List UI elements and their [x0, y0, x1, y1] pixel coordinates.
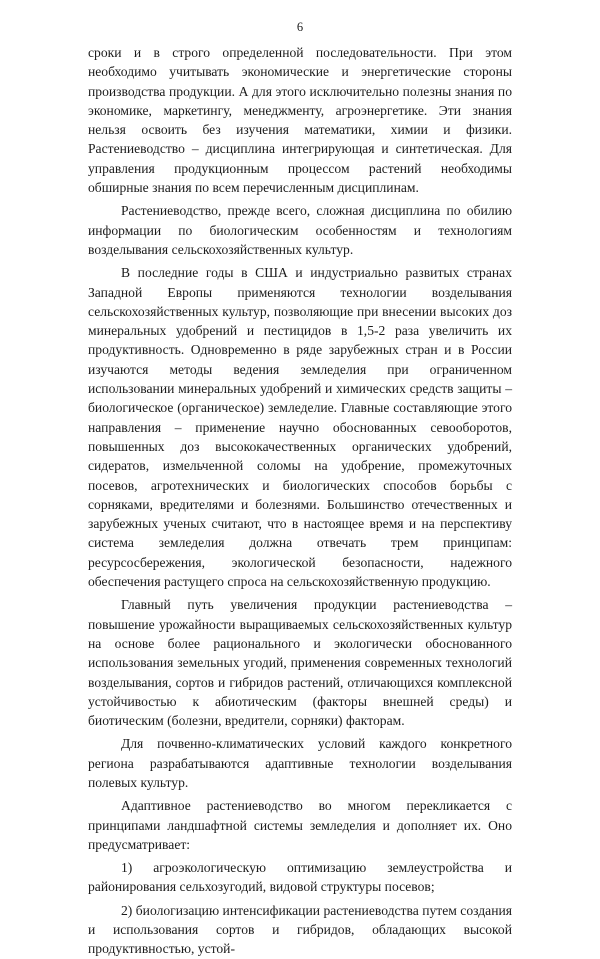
- paragraph-western-technologies: В последние годы в США и индустриально развитых странах Западной Европы применяются технологии возделывания сельскохозяйственных культур, позволяющие при внесении высоких доз минеральных удобрений и пестицидов в 1,5-2 раза увеличить их продуктивность. Одновременно в ряде зарубежных стран и в России изучаются методы ведения земледелия при ограниченном использовании минеральных удобрений и химических средств защиты – биологическое (органическое) земледелие. Главные составляющие этого направления – применение научно обоснованных севооборотов, повышенных доз высококачественных органических удобрений, сидератов, измельченной соломы на удобрение, промежуточных посевов, агротехнических и биологических способов борьбы с сорняками, вредителями и болезнями. Большинство отечественных и зарубежных ученых считают, что в настоящее время и на перспективу система земледелия должна отвечать трем принципам: ресурсосбережения, экологической безопасности, надежного обеспечения растущего спроса на сельскохозяйственную продукцию.: [88, 265, 512, 590]
- page-number: 6: [296, 20, 304, 34]
- paragraph-regional-technologies: Для почвенно-климатических условий каждого конкретного региона разрабатываются адаптивные технологии возделывания полевых культур.: [88, 736, 512, 790]
- body-text: [88, 43, 512, 959]
- list-item-1: 1) агроэкологическую оптимизацию землеустройства и районирования сельхозугодий, видовой структуры посевов;: [88, 860, 512, 895]
- paragraph-continuation: сроки и в строго определенной последовательности. При этом необходимо учитывать экономические и энергетические стороны производства продукции. А для этого исключительно полезны знания по экономике, маркетингу, менеджменту, агроэнергетике. Эти знания нельзя освоить без изучения математики, химии и физики. Растениеводство – дисциплина интегрирующая и синтетическая. Для управления продукционным процессом растений необходимы обширные знания по всем перечисленным дисциплинам.: [88, 45, 512, 196]
- paragraph-plant-growing-complexity: Растениеводство, прежде всего, сложная дисциплина по обилию информации по биологическим особенностям и технологиям возделывания сельскохозяйственных культур.: [88, 203, 512, 257]
- paragraph-main-path: Главный путь увеличения продукции растениеводства – повышение урожайности выращиваемых сельскохозяйственных культур на основе более рационального и экологически обоснованного использования земельных угодий, применения современных технологий возделывания, сортов и гибридов растений, отличающихся комплексной устойчивостью к абиотическим (факторы внешней среды) и биотическим (болезни, вредители, сорняки) факторам.: [88, 597, 512, 729]
- list-item-2: 2) биологизацию интенсификации растениеводства путем создания и использования сортов и гибридов, обладающих высокой продуктивностью, устой-: [88, 902, 512, 957]
- paragraph-adaptive-plant-growing: Адаптивное растениеводство во многом перекликается с принципами ландшафтной системы земледелия и дополняет их. Оно предусматривает:: [88, 798, 512, 852]
